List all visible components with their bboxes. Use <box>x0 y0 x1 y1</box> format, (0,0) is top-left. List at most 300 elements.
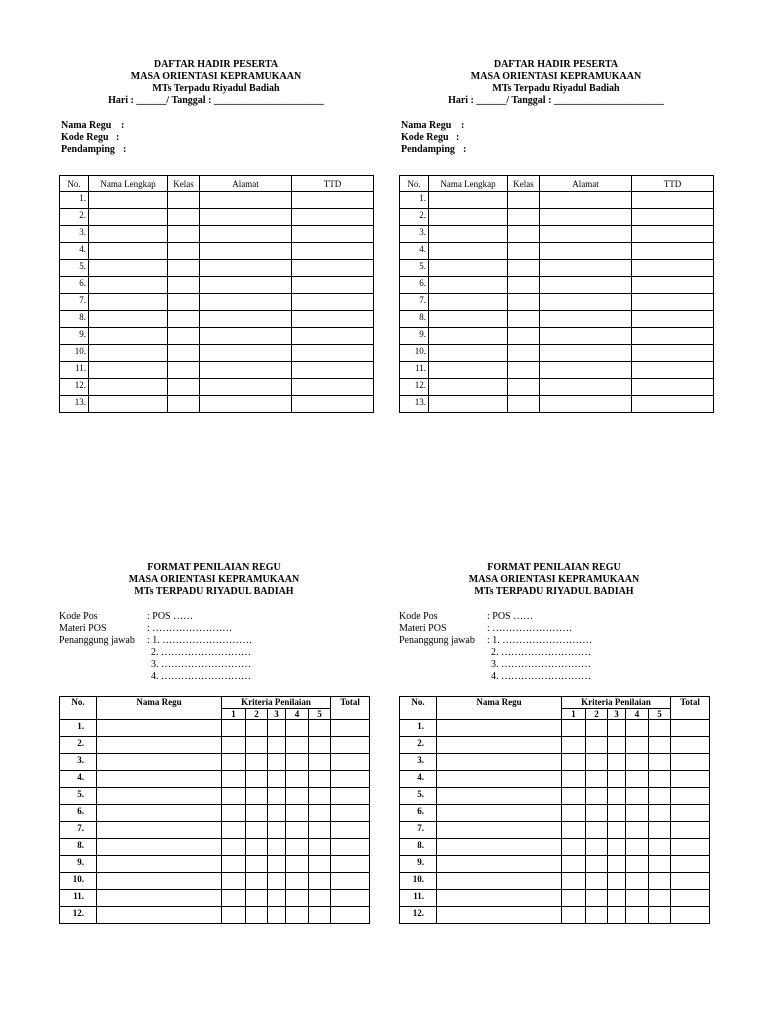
ttd-cell <box>292 379 374 396</box>
criteria-4-cell <box>286 805 309 822</box>
nama-lengkap-cell <box>429 243 508 260</box>
kelas-cell <box>168 294 200 311</box>
attendance-title-line: DAFTAR HADIR PESERTA <box>153 59 279 70</box>
criteria-3-cell <box>608 856 626 873</box>
criteria-number: 3 <box>268 709 286 720</box>
table-row <box>400 192 714 209</box>
alamat-cell <box>200 243 292 260</box>
table-row <box>400 209 714 226</box>
criteria-2-cell <box>246 805 268 822</box>
kelas-cell <box>508 209 540 226</box>
field-sep: : <box>456 132 460 143</box>
ttd-cell <box>292 192 374 209</box>
criteria-5-cell <box>649 839 671 856</box>
col-header-total: Total <box>671 697 710 720</box>
col-header-nama-regu: Nama Regu <box>437 697 562 720</box>
total-cell <box>331 873 370 890</box>
nama-lengkap-cell <box>89 209 168 226</box>
total-cell <box>671 907 710 924</box>
kelas-cell <box>168 328 200 345</box>
table-row <box>60 209 374 226</box>
criteria-2-cell <box>586 805 608 822</box>
field-label-kode-regu: Kode Regu <box>401 132 449 143</box>
nama-lengkap-cell <box>89 345 168 362</box>
nama-regu-cell <box>437 720 562 737</box>
criteria-2-cell <box>586 873 608 890</box>
criteria-1-cell <box>222 890 246 907</box>
criteria-4-cell <box>286 771 309 788</box>
nama-lengkap-cell <box>89 226 168 243</box>
nama-regu-cell <box>97 720 222 737</box>
ttd-cell <box>292 243 374 260</box>
nama-lengkap-cell <box>429 294 508 311</box>
table-row <box>400 379 714 396</box>
row-number: 3. <box>400 754 437 771</box>
alamat-cell <box>200 379 292 396</box>
nama-lengkap-cell <box>429 328 508 345</box>
total-cell <box>671 873 710 890</box>
table-row <box>60 345 374 362</box>
col-header-kelas: Kelas <box>508 176 540 192</box>
criteria-3-cell <box>268 907 286 924</box>
ttd-cell <box>632 396 714 413</box>
criteria-5-cell <box>309 788 331 805</box>
field-sep: : <box>123 144 127 155</box>
row-number: 10. <box>60 345 89 362</box>
penanggung-item: 2. ……………………… <box>491 647 591 658</box>
nama-regu-cell <box>437 771 562 788</box>
row-number: 9. <box>60 856 97 873</box>
alamat-cell <box>540 328 632 345</box>
col-header-alamat: Alamat <box>200 176 292 192</box>
table-row <box>400 890 710 907</box>
criteria-2-cell <box>586 856 608 873</box>
total-cell <box>331 907 370 924</box>
table-row <box>400 856 710 873</box>
attendance-date-line: Hari : ______/ Tanggal : ______________________ <box>108 95 324 106</box>
attendance-header-row <box>60 176 374 192</box>
ttd-cell <box>632 243 714 260</box>
criteria-number: 1 <box>222 709 246 720</box>
row-number: 5. <box>60 788 97 805</box>
ttd-cell <box>292 396 374 413</box>
criteria-1-cell <box>222 737 246 754</box>
criteria-3-cell <box>268 805 286 822</box>
col-header-ttd: TTD <box>292 176 374 192</box>
table-row <box>60 243 374 260</box>
criteria-3-cell <box>268 788 286 805</box>
total-cell <box>671 890 710 907</box>
row-number: 1. <box>60 192 89 209</box>
attendance-title-line: MTs Terpadu Riyadul Badiah <box>152 83 280 94</box>
alamat-cell <box>200 328 292 345</box>
table-row <box>60 839 370 856</box>
penanggung-item: : 1. ……………………… <box>487 635 593 646</box>
row-number: 6. <box>60 805 97 822</box>
nama-regu-cell <box>437 856 562 873</box>
criteria-4-cell <box>626 805 649 822</box>
kelas-cell <box>168 379 200 396</box>
criteria-number: 5 <box>649 709 671 720</box>
criteria-1-cell <box>562 873 586 890</box>
ttd-cell <box>632 192 714 209</box>
total-cell <box>331 754 370 771</box>
table-row <box>60 311 374 328</box>
field-label-pendamping: Pendamping <box>61 144 115 155</box>
penanggung-item: : 1. ……………………… <box>147 635 253 646</box>
criteria-3-cell <box>608 737 626 754</box>
row-number: 9. <box>60 328 89 345</box>
criteria-5-cell <box>649 890 671 907</box>
nama-regu-cell <box>97 771 222 788</box>
criteria-5-cell <box>309 822 331 839</box>
criteria-2-cell <box>586 754 608 771</box>
nama-lengkap-cell <box>429 379 508 396</box>
row-number: 8. <box>400 839 437 856</box>
table-row <box>400 362 714 379</box>
table-row <box>60 788 370 805</box>
table-row <box>400 294 714 311</box>
criteria-1-cell <box>222 873 246 890</box>
row-number: 6. <box>400 805 437 822</box>
row-number: 12. <box>60 907 97 924</box>
criteria-4-cell <box>626 856 649 873</box>
total-cell <box>671 788 710 805</box>
ttd-cell <box>632 328 714 345</box>
nama-regu-cell <box>97 890 222 907</box>
ttd-cell <box>292 362 374 379</box>
criteria-5-cell <box>649 805 671 822</box>
alamat-cell <box>540 379 632 396</box>
criteria-3-cell <box>268 822 286 839</box>
criteria-number: 2 <box>586 709 608 720</box>
alamat-cell <box>540 192 632 209</box>
attendance-title-line: MASA ORIENTASI KEPRAMUKAAN <box>470 71 642 82</box>
col-header-alamat: Alamat <box>540 176 632 192</box>
criteria-2-cell <box>586 788 608 805</box>
criteria-2-cell <box>246 754 268 771</box>
criteria-3-cell <box>608 890 626 907</box>
col-header-no: No. <box>400 697 437 720</box>
ttd-cell <box>632 379 714 396</box>
kelas-cell <box>168 277 200 294</box>
ttd-cell <box>292 226 374 243</box>
criteria-5-cell <box>309 890 331 907</box>
nama-regu-cell <box>437 907 562 924</box>
criteria-1-cell <box>562 720 586 737</box>
scoring-title-line: FORMAT PENILAIAN REGU <box>487 562 621 573</box>
nama-lengkap-cell <box>89 328 168 345</box>
row-number: 1. <box>400 192 429 209</box>
criteria-1-cell <box>562 788 586 805</box>
alamat-cell <box>200 192 292 209</box>
criteria-1-cell <box>222 856 246 873</box>
nama-regu-cell <box>437 890 562 907</box>
ttd-cell <box>292 311 374 328</box>
attendance-fields <box>401 120 713 156</box>
kode-pos-label: Kode Pos <box>399 611 438 622</box>
nama-lengkap-cell <box>89 260 168 277</box>
nama-lengkap-cell <box>89 277 168 294</box>
row-number: 7. <box>400 294 429 311</box>
scoring-table <box>59 696 370 924</box>
alamat-cell <box>200 311 292 328</box>
row-number: 7. <box>60 294 89 311</box>
nama-regu-cell <box>437 788 562 805</box>
row-number: 6. <box>400 277 429 294</box>
criteria-3-cell <box>608 720 626 737</box>
ttd-cell <box>632 226 714 243</box>
total-cell <box>331 805 370 822</box>
penanggung-item: 2. ……………………… <box>151 647 251 658</box>
table-row <box>60 226 374 243</box>
penanggung-item: 3. ……………………… <box>151 659 251 670</box>
criteria-5-cell <box>309 856 331 873</box>
ttd-cell <box>632 362 714 379</box>
row-number: 4. <box>400 243 429 260</box>
row-number: 10. <box>400 345 429 362</box>
kelas-cell <box>168 362 200 379</box>
criteria-3-cell <box>608 907 626 924</box>
nama-regu-cell <box>97 907 222 924</box>
table-row <box>400 226 714 243</box>
kelas-cell <box>508 311 540 328</box>
table-row <box>60 362 374 379</box>
field-sep: : <box>463 144 467 155</box>
table-row <box>400 907 710 924</box>
criteria-1-cell <box>562 737 586 754</box>
scoring-sheet-right <box>399 562 709 924</box>
attendance-header-row <box>400 176 714 192</box>
total-cell <box>331 890 370 907</box>
criteria-1-cell <box>222 805 246 822</box>
alamat-cell <box>540 294 632 311</box>
criteria-2-cell <box>246 873 268 890</box>
table-row <box>60 822 370 839</box>
criteria-4-cell <box>286 907 309 924</box>
criteria-5-cell <box>649 873 671 890</box>
row-number: 3. <box>60 754 97 771</box>
row-number: 8. <box>60 839 97 856</box>
ttd-cell <box>292 277 374 294</box>
table-row <box>60 754 370 771</box>
table-row <box>400 243 714 260</box>
ttd-cell <box>292 328 374 345</box>
alamat-cell <box>200 362 292 379</box>
nama-regu-cell <box>437 737 562 754</box>
attendance-title-line: MASA ORIENTASI KEPRAMUKAAN <box>130 71 302 82</box>
field-label-pendamping: Pendamping <box>401 144 455 155</box>
criteria-number: 4 <box>626 709 649 720</box>
scoring-title <box>59 562 369 598</box>
criteria-4-cell <box>626 720 649 737</box>
attendance-sheet-right <box>399 59 713 413</box>
criteria-5-cell <box>649 720 671 737</box>
criteria-4-cell <box>626 737 649 754</box>
criteria-3-cell <box>268 737 286 754</box>
kelas-cell <box>508 260 540 277</box>
total-cell <box>331 771 370 788</box>
row-number: 13. <box>60 396 89 413</box>
nama-lengkap-cell <box>429 209 508 226</box>
row-number: 5. <box>400 788 437 805</box>
criteria-2-cell <box>586 720 608 737</box>
nama-regu-cell <box>97 839 222 856</box>
criteria-4-cell <box>626 754 649 771</box>
kelas-cell <box>508 226 540 243</box>
nama-lengkap-cell <box>429 260 508 277</box>
kelas-cell <box>168 345 200 362</box>
nama-lengkap-cell <box>429 192 508 209</box>
criteria-4-cell <box>286 788 309 805</box>
nama-regu-cell <box>97 805 222 822</box>
ttd-cell <box>292 294 374 311</box>
total-cell <box>671 856 710 873</box>
kode-pos-label: Kode Pos <box>59 611 98 622</box>
criteria-3-cell <box>608 754 626 771</box>
total-cell <box>671 839 710 856</box>
criteria-2-cell <box>586 771 608 788</box>
nama-regu-cell <box>437 754 562 771</box>
kelas-cell <box>508 328 540 345</box>
criteria-1-cell <box>222 839 246 856</box>
table-row <box>60 720 370 737</box>
row-number: 1. <box>60 720 97 737</box>
scoring-header-row <box>60 697 370 709</box>
penanggung-item: 4. ……………………… <box>491 671 591 682</box>
criteria-2-cell <box>246 856 268 873</box>
table-row <box>60 277 374 294</box>
criteria-4-cell <box>286 754 309 771</box>
table-row <box>60 260 374 277</box>
criteria-4-cell <box>286 856 309 873</box>
criteria-5-cell <box>649 771 671 788</box>
table-row <box>400 839 710 856</box>
nama-lengkap-cell <box>429 311 508 328</box>
penanggung-jawab-label: Penanggung jawab <box>399 635 475 646</box>
criteria-2-cell <box>246 737 268 754</box>
criteria-4-cell <box>626 788 649 805</box>
row-number: 8. <box>60 311 89 328</box>
nama-regu-cell <box>437 805 562 822</box>
total-cell <box>331 737 370 754</box>
criteria-5-cell <box>649 754 671 771</box>
criteria-5-cell <box>309 839 331 856</box>
kelas-cell <box>168 396 200 413</box>
kode-pos-value: : POS …… <box>487 611 534 622</box>
field-sep: : <box>116 132 120 143</box>
ttd-cell <box>292 345 374 362</box>
table-row <box>60 907 370 924</box>
table-row <box>400 805 710 822</box>
alamat-cell <box>540 277 632 294</box>
criteria-5-cell <box>309 805 331 822</box>
alamat-cell <box>200 345 292 362</box>
table-row <box>60 294 374 311</box>
alamat-cell <box>540 260 632 277</box>
row-number: 2. <box>400 209 429 226</box>
materi-pos-label: Materi POS <box>59 623 107 634</box>
criteria-5-cell <box>649 856 671 873</box>
table-row <box>400 277 714 294</box>
row-number: 12. <box>400 379 429 396</box>
field-label-kode-regu: Kode Regu <box>61 132 109 143</box>
col-header-kelas: Kelas <box>168 176 200 192</box>
criteria-1-cell <box>562 856 586 873</box>
total-cell <box>671 805 710 822</box>
criteria-number: 2 <box>246 709 268 720</box>
criteria-1-cell <box>562 805 586 822</box>
criteria-2-cell <box>586 890 608 907</box>
row-number: 9. <box>400 328 429 345</box>
criteria-4-cell <box>286 873 309 890</box>
attendance-fields <box>61 120 373 156</box>
ttd-cell <box>632 277 714 294</box>
penanggung-item: 3. ……………………… <box>491 659 591 670</box>
criteria-4-cell <box>286 737 309 754</box>
row-number: 3. <box>400 226 429 243</box>
nama-regu-cell <box>97 788 222 805</box>
row-number: 11. <box>400 362 429 379</box>
field-sep: : <box>121 120 125 131</box>
table-row <box>400 396 714 413</box>
col-header-ttd: TTD <box>632 176 714 192</box>
table-row <box>400 345 714 362</box>
criteria-2-cell <box>246 720 268 737</box>
scoring-title-line: MASA ORIENTASI KEPRAMUKAAN <box>128 574 300 585</box>
table-row <box>400 873 710 890</box>
scoring-header-row <box>400 697 710 709</box>
col-header-kriteria: Kriteria Penilaian <box>222 697 331 709</box>
criteria-3-cell <box>268 890 286 907</box>
alamat-cell <box>540 209 632 226</box>
row-number: 11. <box>400 890 437 907</box>
attendance-table <box>59 175 374 413</box>
criteria-1-cell <box>562 839 586 856</box>
ttd-cell <box>632 294 714 311</box>
attendance-title <box>59 59 373 107</box>
alamat-cell <box>200 277 292 294</box>
criteria-2-cell <box>586 737 608 754</box>
attendance-sheet-left <box>59 59 373 413</box>
criteria-5-cell <box>649 788 671 805</box>
ttd-cell <box>632 260 714 277</box>
scoring-title-line: MTs TERPADU RIYADUL BADIAH <box>134 586 294 597</box>
table-row <box>60 805 370 822</box>
kelas-cell <box>508 192 540 209</box>
criteria-1-cell <box>562 890 586 907</box>
penanggung-jawab-label: Penanggung jawab <box>59 635 135 646</box>
alamat-cell <box>540 243 632 260</box>
scoring-title <box>399 562 709 598</box>
alamat-cell <box>540 226 632 243</box>
criteria-1-cell <box>562 754 586 771</box>
kelas-cell <box>168 226 200 243</box>
table-row <box>400 754 710 771</box>
nama-lengkap-cell <box>429 277 508 294</box>
col-header-no: No. <box>60 176 89 192</box>
criteria-4-cell <box>626 907 649 924</box>
criteria-3-cell <box>268 720 286 737</box>
alamat-cell <box>540 362 632 379</box>
criteria-3-cell <box>608 822 626 839</box>
col-header-no: No. <box>400 176 429 192</box>
field-label-nama-regu: Nama Regu <box>61 120 112 131</box>
table-row <box>60 192 374 209</box>
attendance-title <box>399 59 713 107</box>
row-number: 5. <box>400 260 429 277</box>
table-row <box>400 771 710 788</box>
